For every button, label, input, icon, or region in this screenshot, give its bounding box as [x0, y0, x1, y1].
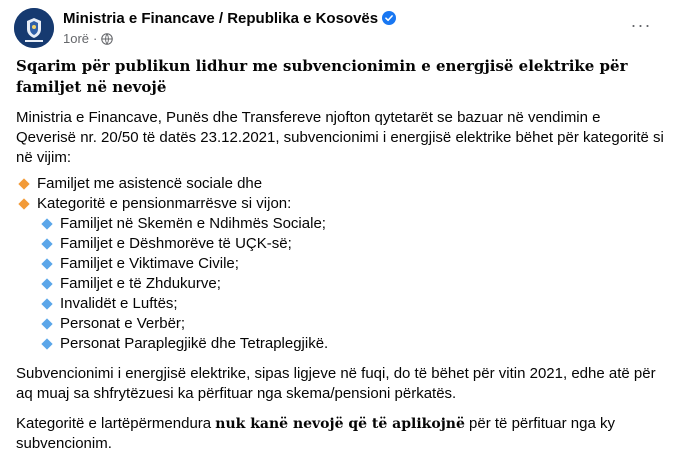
post-title: Sqarim për publikun lidhur me subvencionimin e energjisë elektrike për familjet në nevojë [16, 57, 628, 96]
post-paragraph-2: Subvencionimi i energjisë elektrike, sipas ligjeve në fuqi, do të bëhet për vitin 2021, edhe atë për aq muaj sa shfrytëzuesi ka përfituar nga skema/pensioni përkatës. [16, 365, 656, 402]
verified-badge-icon [382, 11, 396, 25]
list-item [16, 194, 664, 214]
more-options-button[interactable] [626, 10, 656, 40]
post-intro: Ministria e Financave, Punës dhe Transfereve njofton qytetarët se bazuar në vendimin e Qeverisë nr. 20/50 të datës 23.12.2021, subvencionimi i energjisë elektrike bëhet për kategoritë si në vijim: [16, 109, 664, 166]
list-item [16, 234, 664, 254]
list-item-text: Familjet në Skemën e Ndihmës Sociale; [60, 215, 326, 232]
ministry-logo-icon [14, 8, 54, 48]
paragraph-3-start: Kategoritë e lartëpërmendura [16, 415, 216, 432]
post-paragraph-3 [16, 414, 664, 454]
list-item-text: Familjet e Viktimave Civile; [60, 255, 239, 272]
list-item-text: Familjet e të Zhdukurve; [60, 275, 221, 292]
list-item-text: Invalidët e Luftës; [60, 295, 178, 312]
blue-diamond-icon [41, 238, 52, 249]
blue-diamond-icon [41, 338, 52, 349]
list-item-text: Familjet me asistencë sociale dhe [37, 175, 263, 192]
list-item [16, 254, 664, 274]
blue-diamond-icon [41, 218, 52, 229]
globe-icon[interactable] [101, 33, 113, 45]
post-meta [63, 31, 113, 46]
paragraph-3-end: për të përfituar nga ky subvencionim. [16, 415, 615, 452]
page-name-link[interactable] [63, 10, 396, 27]
list-item [16, 294, 664, 314]
more-options-icon: ··· [630, 14, 652, 35]
blue-diamond-icon [41, 278, 52, 289]
list-item-text: Familjet e Dëshmorëve të UÇK-së; [60, 235, 292, 252]
list-item-text: Kategoritë e pensionmarrësve si vijon: [37, 195, 292, 212]
page-name-text: Ministria e Financave / Republika e Kosovës [63, 10, 379, 27]
orange-diamond-icon [18, 198, 29, 209]
blue-diamond-icon [41, 318, 52, 329]
category-list [16, 174, 664, 354]
page-avatar[interactable] [14, 8, 54, 48]
list-item-text: Personat e Verbër; [60, 315, 186, 332]
orange-diamond-icon [18, 178, 29, 189]
list-item [16, 174, 664, 194]
paragraph-3-bold: nuk kanë nevojë që të aplikojnë [215, 416, 465, 432]
post-body [16, 56, 664, 454]
post-timestamp[interactable]: 1orë [63, 31, 90, 46]
blue-diamond-icon [41, 258, 52, 269]
list-item [16, 274, 664, 294]
list-item [16, 214, 664, 234]
list-item-text: Personat Paraplegjikë dhe Tetraplegjikë. [60, 335, 329, 352]
blue-diamond-icon [41, 298, 52, 309]
list-item [16, 314, 664, 334]
list-item [16, 334, 664, 354]
meta-separator: · [93, 31, 98, 46]
